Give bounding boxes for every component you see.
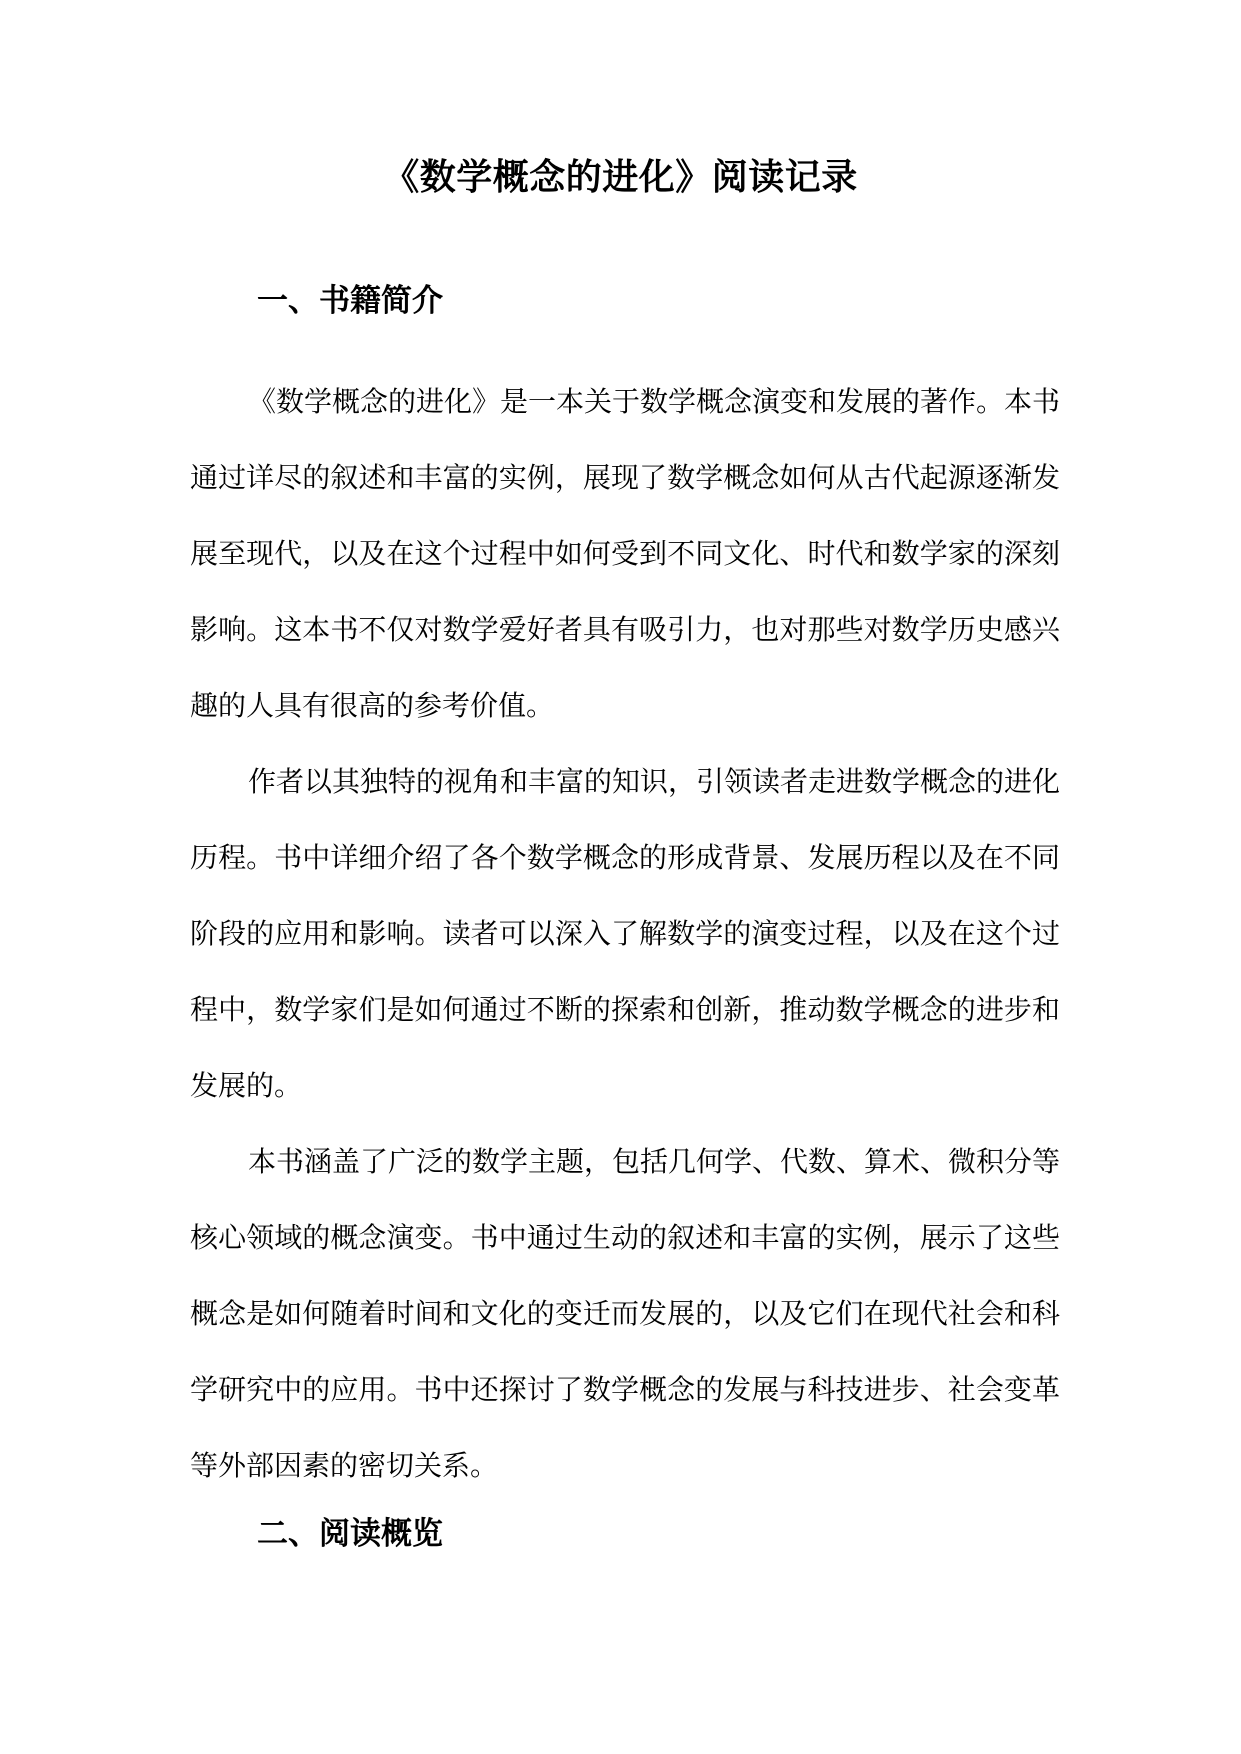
document-title: 《数学概念的进化》阅读记录	[383, 156, 858, 198]
paragraph-block	[190, 744, 1060, 1124]
paragraph-1: 《数学概念的进化》是一本关于数学概念演变和发展的著作。本书通过详尽的叙述和丰富的实例，展现了数学概念如何从古代起源逐渐发展至现代，以及在这个过程中如何受到不同文化、时代和数学家的深刻影响。这本书不仅对数学爱好者具有吸引力，也对那些对数学历史感兴趣的人具有很高的参考价值。	[190, 385, 1061, 722]
paragraph-block	[190, 1124, 1060, 1504]
paragraph-2: 作者以其独特的视角和丰富的知识，引领读者走进数学概念的进化历程。书中详细介绍了各个数学概念的形成背景、发展历程以及在不同阶段的应用和影响。读者可以深入了解数学的演变过程，以及在这个过程中，数学家们是如何通过不断的探索和创新，推动数学概念的进步和发展的。	[190, 765, 1061, 1102]
paragraph-block	[190, 364, 1060, 744]
section-heading-reading-overview: 二、阅读概览	[257, 1516, 443, 1552]
section-heading-book-intro: 一、书籍简介	[257, 283, 443, 319]
paragraph-3: 本书涵盖了广泛的数学主题，包括几何学、代数、算术、微积分等核心领域的概念演变。书中通过生动的叙述和丰富的实例，展示了这些概念是如何随着时间和文化的变迁而发展的，以及它们在现代社会和科学研究中的应用。书中还探讨了数学概念的发展与科技进步、社会变革等外部因素的密切关系。	[190, 1145, 1061, 1482]
